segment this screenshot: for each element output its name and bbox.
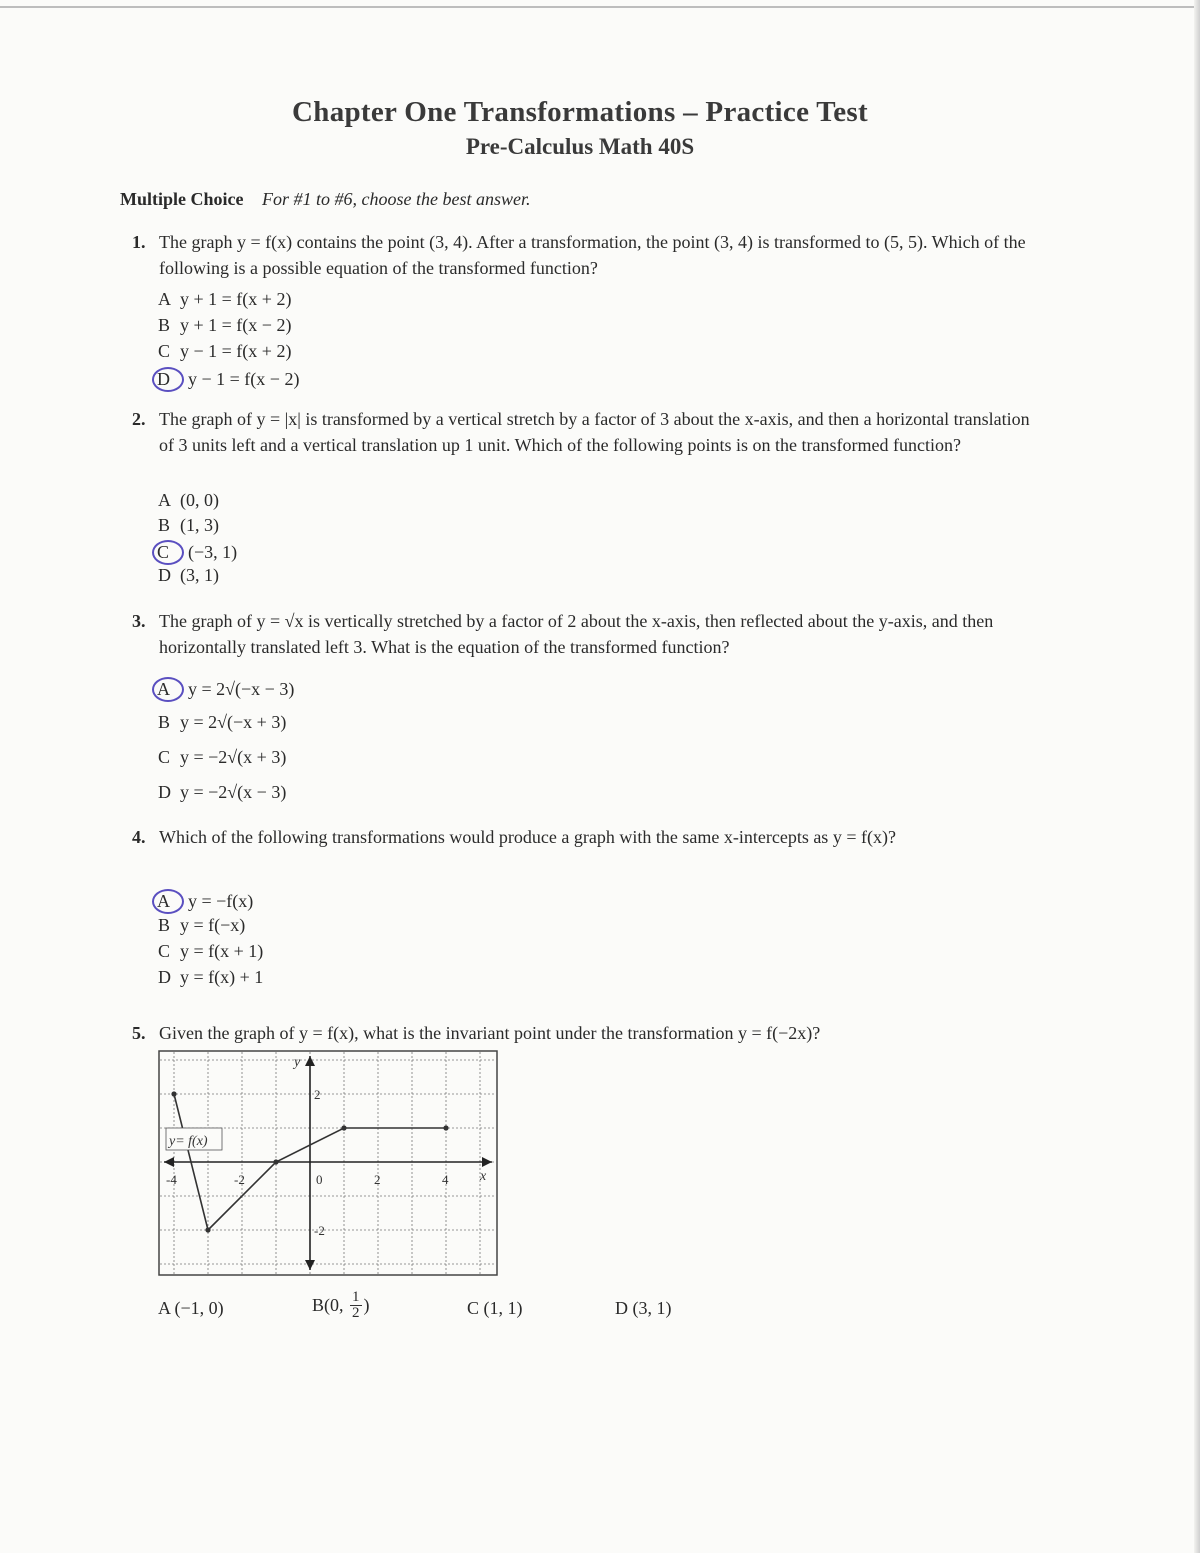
question-1 xyxy=(132,229,1032,281)
x-axis-label: x xyxy=(480,1169,487,1184)
x-axis-arrow-left xyxy=(164,1157,174,1167)
option-text: y = −2√(x + 3) xyxy=(180,747,287,767)
question-text: The graph y = f(x) contains the point (3, 4). After a transformation, the point (3, 4) is transformed to (5, 5). Which of the following is a possible equation of the transformed function? xyxy=(159,232,1026,278)
option-letter: B xyxy=(158,315,171,335)
q1-option-c[interactable] xyxy=(158,341,291,362)
question-text: Which of the following transformations would produce a graph with the same x-intercepts as y = f(x)? xyxy=(159,827,896,847)
graph-grid xyxy=(158,1051,497,1275)
question-3 xyxy=(132,608,1032,660)
section-instruction: For #1 to #6, choose the best answer. xyxy=(262,189,531,209)
option-text: (0, 0) xyxy=(180,490,219,510)
option-text: y = −f(x) xyxy=(188,891,254,911)
tick-label-x-4: 4 xyxy=(442,1172,449,1187)
y-axis-label: y xyxy=(294,1055,301,1070)
option-text: y = f(−x) xyxy=(180,915,246,935)
q2-option-b[interactable] xyxy=(158,515,219,536)
option-text: (−1, 0) xyxy=(174,1298,224,1318)
curve-point xyxy=(443,1125,448,1130)
circled-answer: A xyxy=(152,889,184,914)
question-number: 3. xyxy=(132,611,146,631)
option-text: y = −2√(x − 3) xyxy=(180,782,287,802)
option-text-after: ) xyxy=(363,1295,370,1315)
question-2 xyxy=(132,406,1032,458)
option-letter: C xyxy=(158,941,171,961)
scan-right-edge xyxy=(1194,0,1200,1553)
curve-point xyxy=(273,1159,278,1164)
question-number: 5. xyxy=(132,1023,146,1043)
y-axis-arrow-up xyxy=(305,1056,315,1066)
section-heading xyxy=(120,189,530,210)
option-text: (1, 3) xyxy=(180,515,219,535)
graph-labels xyxy=(166,1055,487,1238)
tick-label-x-2: 2 xyxy=(374,1172,381,1187)
x-axis-arrow-right xyxy=(482,1157,492,1167)
option-letter: C xyxy=(467,1298,480,1318)
question-text: The graph of y = √x is vertically stretched by a factor of 2 about the x-axis, then reflected about the y-axis, and then horizontally translated left 3. What is the equation of the transformed function? xyxy=(159,611,994,657)
q1-option-d[interactable] xyxy=(158,367,299,392)
option-text: y + 1 = f(x − 2) xyxy=(180,315,292,335)
curve-point xyxy=(205,1227,210,1232)
q5-option-b[interactable] xyxy=(312,1290,370,1321)
scan-top-edge xyxy=(0,6,1200,8)
option-letter: A xyxy=(158,1298,171,1318)
q2-option-a[interactable] xyxy=(158,490,219,511)
q2-option-d[interactable] xyxy=(158,565,219,586)
tick-label-y-neg2: -2 xyxy=(314,1223,325,1238)
section-title: Multiple Choice xyxy=(120,189,244,209)
tick-label-origin: 0 xyxy=(316,1172,323,1187)
option-text: (1, 1) xyxy=(483,1298,523,1318)
circled-answer: B xyxy=(312,1295,325,1315)
graph-axes xyxy=(164,1056,492,1270)
option-text: (3, 1) xyxy=(632,1298,672,1318)
option-letter: C xyxy=(158,341,171,361)
curve-point xyxy=(341,1125,346,1130)
q4-option-a[interactable] xyxy=(158,889,253,914)
q4-option-d[interactable] xyxy=(158,967,263,988)
q4-option-b[interactable] xyxy=(158,915,245,936)
question-text: Given the graph of y = f(x), what is the invariant point under the transformation y = f(−2x)? xyxy=(159,1023,821,1043)
question-text: The graph of y = |x| is transformed by a vertical stretch by a factor of 3 about the x-axis, and then a horizontal translation of 3 units left and a vertical translation up 1 unit. Which of the following points is on the transformed function? xyxy=(159,409,1030,455)
circled-answer: D xyxy=(152,367,184,392)
tick-label-x-neg2: -2 xyxy=(234,1172,245,1187)
q3-option-c[interactable] xyxy=(158,747,286,768)
q3-option-d[interactable] xyxy=(158,782,286,803)
q5-option-a[interactable] xyxy=(158,1298,224,1319)
option-text: y = f(x) + 1 xyxy=(180,967,264,987)
page-subtitle: Pre-Calculus Math 40S xyxy=(465,134,695,159)
option-text: y = 2√(−x − 3) xyxy=(188,679,295,699)
option-letter: A xyxy=(158,289,171,309)
option-letter: D xyxy=(158,967,171,987)
circled-answer: A xyxy=(152,677,184,702)
question-4 xyxy=(132,824,1032,850)
option-text-before: (0, xyxy=(324,1295,344,1315)
option-letter: B xyxy=(158,915,171,935)
curve-point xyxy=(171,1091,176,1096)
option-text: y = f(x + 1) xyxy=(180,941,264,961)
option-text: (3, 1) xyxy=(180,565,219,585)
option-letter: D xyxy=(158,565,171,585)
tick-label-y-2: 2 xyxy=(314,1087,321,1102)
q1-option-a[interactable] xyxy=(158,289,291,310)
option-letter: D xyxy=(615,1298,628,1318)
fraction xyxy=(350,1290,362,1321)
question-number: 2. xyxy=(132,409,146,429)
question-5 xyxy=(132,1020,1032,1046)
function-graph xyxy=(158,1050,498,1276)
question-number: 4. xyxy=(132,827,146,847)
page-title: Chapter One Transformations – Practice Test xyxy=(292,96,868,128)
option-letter: D xyxy=(158,782,171,802)
option-text: y − 1 = f(x − 2) xyxy=(188,369,300,389)
fraction-numerator: 1 xyxy=(352,1289,360,1305)
curve-label: y= f(x) xyxy=(169,1134,208,1149)
option-letter: C xyxy=(158,747,171,767)
q2-option-c[interactable] xyxy=(158,540,237,565)
q5-option-d[interactable] xyxy=(615,1298,672,1319)
option-text: (−3, 1) xyxy=(188,542,238,562)
option-letter: B xyxy=(158,515,171,535)
y-axis-arrow-down xyxy=(305,1260,315,1270)
circled-answer: C xyxy=(152,540,184,565)
fraction-denominator: 2 xyxy=(352,1305,360,1321)
option-text: y = 2√(−x + 3) xyxy=(180,712,287,732)
option-text: y − 1 = f(x + 2) xyxy=(180,341,292,361)
q1-option-b[interactable] xyxy=(158,315,291,336)
question-number: 1. xyxy=(132,232,146,252)
option-letter: B xyxy=(158,712,171,732)
option-letter: A xyxy=(158,490,171,510)
q5-option-c[interactable] xyxy=(467,1298,523,1319)
q3-option-b[interactable] xyxy=(158,712,286,733)
q3-option-a[interactable] xyxy=(158,677,294,702)
option-text: y + 1 = f(x + 2) xyxy=(180,289,292,309)
q4-option-c[interactable] xyxy=(158,941,263,962)
tick-label-x-neg4: -4 xyxy=(166,1172,177,1187)
